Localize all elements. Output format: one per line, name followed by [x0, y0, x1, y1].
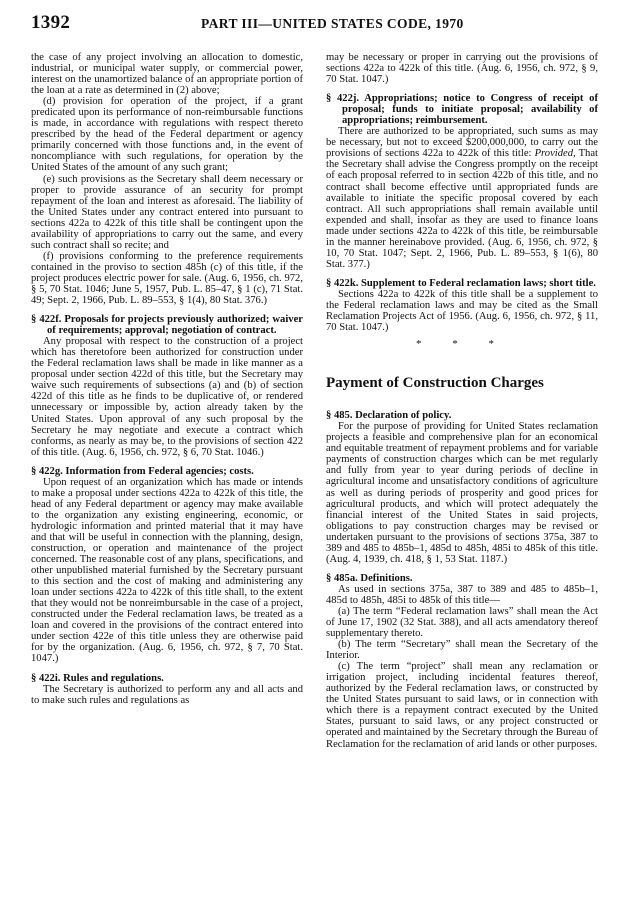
- section-body-422i: The Secretary is authorized to perform any and all acts and to make such rules and regulations as: [31, 683, 303, 706]
- paragraph-continuation: the case of any project involving an allocation to domestic, industrial, or municipal water supply, or commercial power, interest on the unamortized balance of an appropriate portion of the loan at a rate as determined in (2) above;: [31, 52, 303, 97]
- definition-c: (c) The term “project” shall mean any reclamation or irrigation project, including incidental features thereof, authorized by the Federal reclamation laws, or constructed by the United States pursuant to said laws, or in connection with which there is a repayment contract executed by the United States, pursuant to said laws, or any project constructed or operated and maintained by the Secretary through the Bureau of Reclamation for the reclamation of arid lands or other purposes.: [326, 661, 598, 750]
- section-body-422f: Any proposal with respect to the construction of a project which has theretofore been authorized for construction under the Federal reclamation laws shall be made in like manner as a proposal under section 422d of this title, but the Secretary may waive such requirements of subsections (a) and (b) of section 422d of this title as he finds to be duplicative of, or rendered unnecessary or impossible by, action already taken by the United States. Upon approval of any such proposal by the Secretary he may negotiate and execute a contract which conforms, as nearly as may be, to the provisions of section 422 of this title. (Aug. 6, 1956, ch. 972, § 6, 70 Stat. 1046.): [31, 336, 303, 458]
- section-heading-422i: § 422i. Rules and regulations.: [31, 672, 164, 684]
- definition-b: (b) The term “Secretary” shall mean the Secretary of the Interior.: [326, 639, 598, 662]
- section-heading-422j: § 422j. Appropriations; notice to Congress of receipt of proposal; funds to initiate proposal; availability of appropriations; reimbursement.: [326, 93, 598, 127]
- section-body-422g: Upon request of an organization which has made or intends to make a proposal under sections 422a to 422k of this title, the head of any Federal department or agency may make available to the organization any existing engineering, economic, or hydrologic information and printed material that it may have and that will be useful in connection with the planning, design, construction, or operation and maintenance of the project concerned. The reasonable cost of any plans, specifications, and other unpublished material furnished by the Secretary pursuant to this section and the cost of making and administering any loan under sections 422a to 422k of this title shall, to the extent that they would not be nonreimbursable in the case of a project, constructed under the Federal reclamation laws, be treated as a loan and covered in the provisions of the contract entered into under section 422e of this title unless they are otherwise paid for by the organization. (Aug. 6, 1956, ch. 972, § 7, 70 Stat. 1047.): [31, 476, 303, 665]
- page-header: [31, 10, 597, 38]
- section-body-422j-part-b: That the Secretary shall advise the Congress promptly on the receipt of each proposal referred to in section 422b of this title, and no contract shall become effective until appropriated funds are available to initiate the specific proposal covered by each contract. All such appropriations shall remain available until expended and shall, insofar as they are used to finance loans made under sections 422a to 422k of this title, be reimbursable in the manner hereinabove provided. (Aug. 6, 1956, ch. 972, § 10, 70 Stat. 1047; Sept. 2, 1966, Pub. L. 89–553, § 1(6), 80 Stat. 377.): [326, 148, 598, 270]
- definition-a: (a) The term “Federal reclamation laws” shall mean the Act of June 17, 1902 (32 Stat. 388), and all acts amendatory thereof supplementary thereto.: [326, 605, 598, 640]
- provided-term: Provided,: [534, 148, 576, 160]
- section-485a-intro: As used in sections 375a, 387 to 389 and 485 to 485b–1, 485d to 485h, 485i to 485k of this title—: [326, 583, 598, 606]
- section-heading-422f: § 422f. Proposals for projects previously authorized; waiver of requirements; approval; negotiation of contract.: [31, 314, 303, 337]
- section-break-stars: * * *: [416, 338, 508, 351]
- paragraph-continuation-right: may be necessary or proper in carrying out the provisions of sections 422a to 422k of this title. (Aug. 6, 1956, ch. 972, § 9, 70 Stat. 1047.): [326, 52, 598, 86]
- right-column: [326, 52, 598, 750]
- section-body-422j-part-a: There are authorized to be appropriated, such sums as may be necessary, but not to exceed $200,000,000, to carry out the provisions of sections 422a to 422k of this title:: [326, 126, 598, 160]
- paragraph-d: (d) provision for operation of the project, if a grant predicated upon its performance of non-reimbursable functions is made, in accordance with regulations with respect thereto prescribed by the head of the Federal department or agency primarily concerned with those functions and, in the event of noncompliance with such regulations, for operation by the United States of the amount of any such grant;: [31, 96, 303, 174]
- paragraph-f: (f) provisions conforming to the preference requirements contained in the proviso to section 485h (c) of this title, if the project produces electric power for sale. (Aug. 6, 1956, ch. 972, § 5, 70 Stat. 1046; June 5, 1957, Pub. L. 85–47, § 1 (c), 71 Stat. 49; Sept. 2, 1966, Pub. L. 89–553, § 1(4), 80 Stat. 376.): [31, 250, 303, 307]
- section-body-422k: Sections 422a to 422k of this title shall be a supplement to the Federal reclamation laws and may be cited as the Small Reclamation Projects Act of 1956. (Aug. 6, 1956, ch. 972, § 11, 70 Stat. 1047.): [326, 288, 598, 334]
- page-number: 1392: [31, 12, 71, 33]
- running-head: PART III—UNITED STATES CODE, 1970: [201, 16, 464, 31]
- left-column: [31, 52, 303, 706]
- section-body-422j: [326, 126, 598, 270]
- part-heading: Payment of Construction Charges: [326, 375, 544, 392]
- paragraph-e: (e) such provisions as the Secretary shall deem necessary or proper to provide assurance of an security for prompt repayment of the loan and interest as aforesaid. The liability of the United States under any contract entered into pursuant to sections 422a to 422k of this title shall be contingent upon the availability of appropriations to carry out the same, and every such contract shall so recite; and: [31, 173, 303, 251]
- section-body-485: For the purpose of providing for United States reclamation projects a feasible and comprehensive plan for an economical and equitable treatment of repayment problems and for variable payments of construction charges which can be met regularly and fully from year to year during periods of decline in agricultural income and unsatisfactory conditions of agriculture as well as during periods of prosperity and good prices for agricultural products, and which will protect adequately the financial interest of the United States in said projects, obligations to pay construction charges may be revised or undertaken pursuant to the provisions of sections 375a, 387 to 389 and 485 to 485b–1, 485d to 485h, 485i to 485k of this title. (Aug. 4, 1939, ch. 418, § 1, 53 Stat. 1187.): [326, 421, 598, 565]
- section-heading-422k: § 422k. Supplement to Federal reclamation laws; short title.: [326, 277, 596, 289]
- section-heading-485: § 485. Declaration of policy.: [326, 410, 452, 422]
- section-heading-485a: § 485a. Definitions.: [326, 572, 413, 584]
- section-heading-422g: § 422g. Information from Federal agencies; costs.: [31, 465, 254, 477]
